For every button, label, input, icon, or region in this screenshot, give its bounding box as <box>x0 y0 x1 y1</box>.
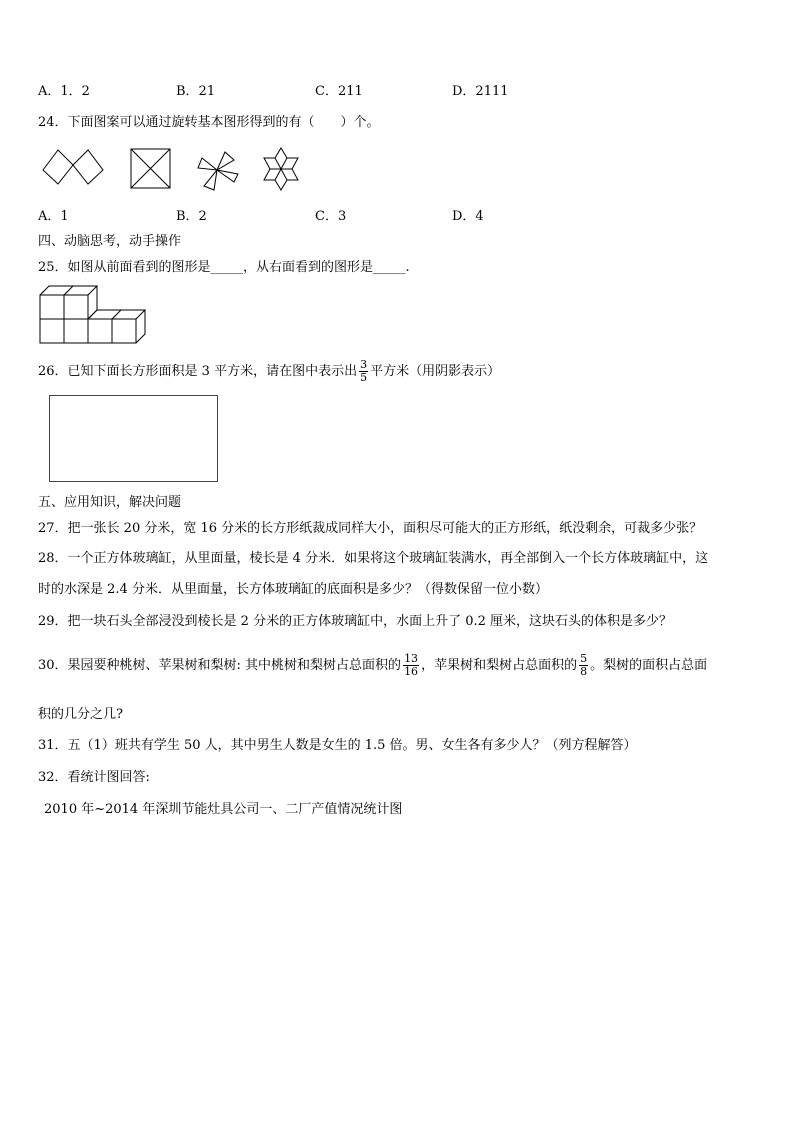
q23-option-a: A．1．2 <box>38 84 90 99</box>
q30-fraction-1-numerator: 13 <box>404 652 419 665</box>
q30-stem-line-1 <box>38 653 707 678</box>
q28-stem-line-2: 时的水深是 2.4 分米．从里面量，长方体玻璃缸的底面积是多少？（得数保留一位小数） <box>38 582 548 597</box>
q26-stem-before: 26．已知下面长方形面积是 3 平方米，请在图中表示出 <box>38 364 358 379</box>
q29-stem: 29．把一块石头全部浸没到棱长是 2 分米的正方体玻璃缸中，水面上升了 0.2 厘米，这块石头的体积是多少？ <box>38 614 673 629</box>
q24-option-a: A．1 <box>38 209 69 224</box>
q26-fraction <box>359 359 368 384</box>
q28-stem-line-1: 28．一个正方体玻璃缸，从里面量，棱长是 4 分米．如果将这个玻璃缸装满水，再全部倒入一个长方体玻璃缸中，这 <box>38 551 709 566</box>
section-5-heading: 五、应用知识，解决问题 <box>38 495 182 510</box>
q24-figure-2-crossed-square <box>129 147 173 191</box>
q26-stem-after: 平方米（用阴影表示） <box>370 364 501 379</box>
q26-fraction-denominator: 5 <box>360 371 368 384</box>
q31-stem: 31．五（1）班共有学生 50 人，其中男生人数是女生的 1.5 倍。男、女生各有多少人？（列方程解答） <box>38 738 637 753</box>
q24-figure-4-star-of-rhombi <box>258 146 304 192</box>
q24-option-d: D．4 <box>452 209 484 224</box>
q24-stem: 24．下面图案可以通过旋转基本图形得到的有（ ）个。 <box>38 115 380 130</box>
q30-fraction-1 <box>403 653 419 678</box>
q23-option-b: B．21 <box>176 84 216 99</box>
q30-fraction-2 <box>579 653 588 678</box>
q30-fraction-1-denominator: 16 <box>404 665 419 678</box>
q30-fraction-2-numerator: 5 <box>580 652 588 665</box>
q24-figure-1-tilted-squares <box>40 144 106 186</box>
q30-part-1: 30．果园要种桃树、苹果树和梨树: 其中桃树和梨树占总面积的 <box>38 658 402 673</box>
q25-stem: 25．如图从前面看到的图形是_____，从右面看到的图形是_____. <box>38 260 410 275</box>
q26-stem <box>38 359 500 384</box>
q26-rectangle-figure <box>49 395 218 482</box>
q23-option-d: D．2111 <box>452 84 509 99</box>
q23-option-c: C．211 <box>315 84 363 99</box>
q27-stem: 27．把一张长 20 分米，宽 16 分米的长方形纸裁成同样大小，面积尽可能大的正方形纸，纸没剩余，可裁多少张？ <box>38 521 703 536</box>
q32-chart-title: 2010 年~2014 年深圳节能灶具公司一、二厂产值情况统计图 <box>44 802 403 817</box>
q24-figure-3-pinwheel <box>194 148 242 192</box>
q25-cube-stack-figure <box>39 285 149 345</box>
q32-stem: 32．看统计图回答: <box>38 770 150 785</box>
q24-option-b: B．2 <box>176 209 207 224</box>
q26-fraction-numerator: 3 <box>360 358 368 371</box>
q24-option-c: C．3 <box>315 209 347 224</box>
q30-part-3: 。梨树的面积占总面 <box>590 658 708 673</box>
q30-part-2: ，苹果树和梨树占总面积的 <box>421 658 578 673</box>
q30-stem-line-2: 积的几分之几? <box>38 707 123 722</box>
q30-fraction-2-denominator: 8 <box>580 665 588 678</box>
section-4-heading: 四、动脑思考，动手操作 <box>38 234 182 249</box>
